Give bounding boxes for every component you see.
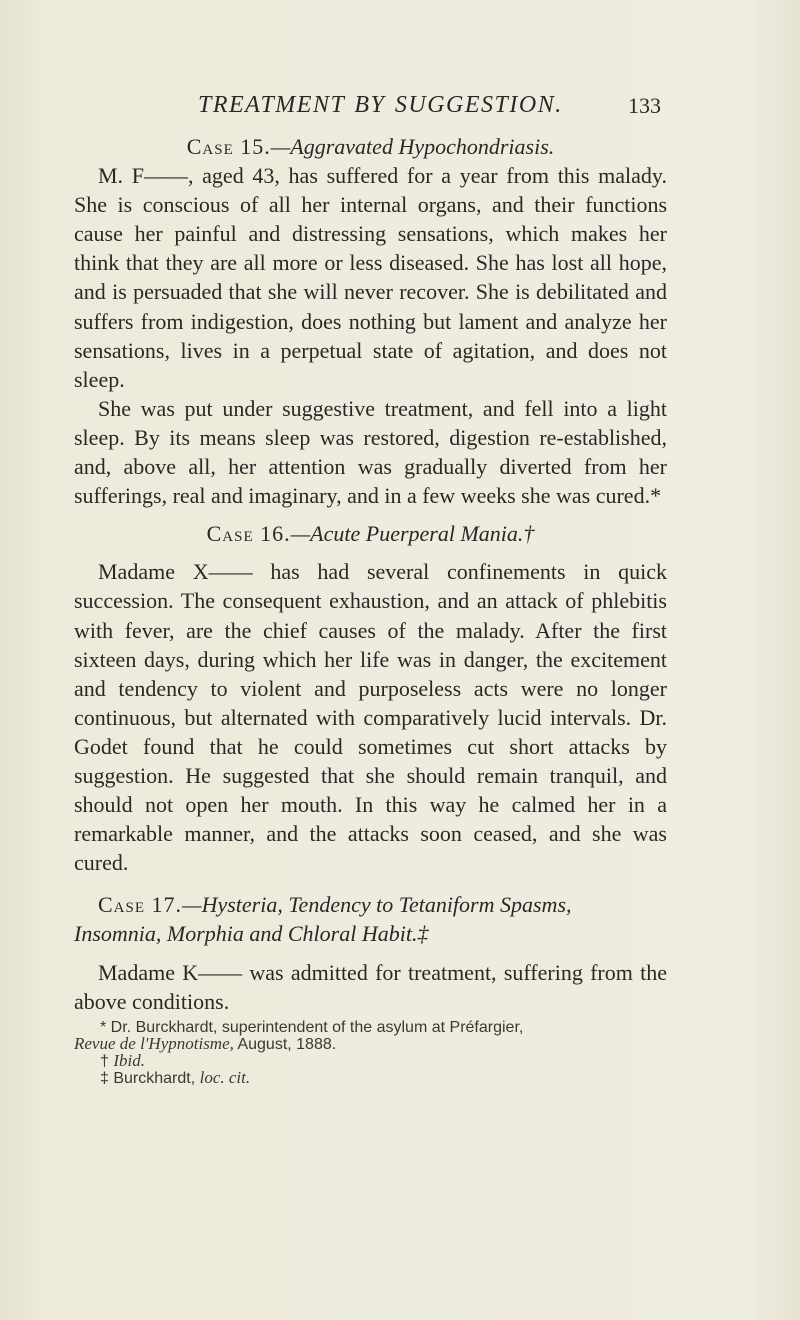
case-17-title-line-2: Insomnia, Morphia and Chloral Habit.‡: [74, 921, 429, 947]
footnote-1-date: August, 1888.: [233, 1035, 337, 1053]
case-17-paragraph-1: Madame K—— was admitted for treatment, suffering from the above conditions.: [74, 959, 667, 1014]
case-15-title: —Aggravated Hypochondriasis.: [270, 134, 555, 159]
running-head-title: TREATMENT BY SUGGESTION.: [198, 92, 563, 118]
footnote-3-text: loc. cit.: [199, 1067, 251, 1087]
footnote-1-line-2: [74, 1033, 667, 1053]
case-15-heading: [74, 132, 667, 161]
footnote-2: [74, 1050, 667, 1070]
case-17-heading: [74, 890, 667, 919]
footnote-3: [74, 1067, 667, 1087]
page-number: 133: [628, 93, 661, 118]
case-17-heading-line-2: [74, 919, 667, 948]
case-15-paragraph-1: M. F——, aged 43, has suffered for a year from this malady. She is conscious of all her internal organs, and their functions cause her painful and distressing sensations, which makes her think that they are all more or less diseased. She has lost all hope, and is persuaded that she will never recover. She is debilitated and suffers from indigestion, does nothing but lament and analyze her sensations, lives in a perpetual state of agitation, and does not sleep.: [74, 163, 667, 392]
case-16-label: Case 16.: [206, 521, 291, 547]
case-16-paragraph-1: Madame X—— has had several confinements in quick succession. The consequent exhaustion, and an attack of phlebitis with fever, are the chief causes of the malady. After the first sixteen days, during which her life was in danger, the excitement and tendency to violent and purposeless acts were no longer continuous, but alternated with comparatively lucid intervals. Dr. Godet found that he could sometimes cut short attacks by suggestion. He suggested that she should remain tranquil, and should not open her mouth. In this way he calmed her in a remarkable manner, and the attacks soon ceased, and she was cured.: [74, 559, 667, 876]
footnote-1-journal: Revue de l'Hypnotisme,: [74, 1033, 234, 1053]
case-16-heading: [74, 519, 667, 548]
page-body: [74, 132, 667, 1087]
footnote-1-line-1: * Dr. Burckhardt, superintendent of the asylum at Préfargier,: [100, 1018, 524, 1036]
footnote-2-mark: †: [100, 1052, 114, 1070]
footnote-2-text: Ibid.: [113, 1050, 145, 1070]
case-16-title: —Acute Puerperal Mania.†: [290, 521, 535, 547]
case-15-label: Case 15.: [186, 134, 271, 159]
footnote-3-mark: ‡ Burckhardt,: [100, 1069, 200, 1087]
case-15-paragraph-2: She was put under suggestive treatment, and fell into a light sleep. By its means sleep was restored, digestion re-established, and, above all, her attention was gradually diverted from her sufferings, real and imaginary, and in a few weeks she was cured.*: [74, 395, 667, 509]
case-17-title-line-1: —Hysteria, Tendency to Tetaniform Spasms,: [182, 892, 572, 918]
case-17-label: Case 17.: [98, 892, 183, 918]
footnotes: [74, 1020, 667, 1087]
running-head: [0, 92, 800, 122]
